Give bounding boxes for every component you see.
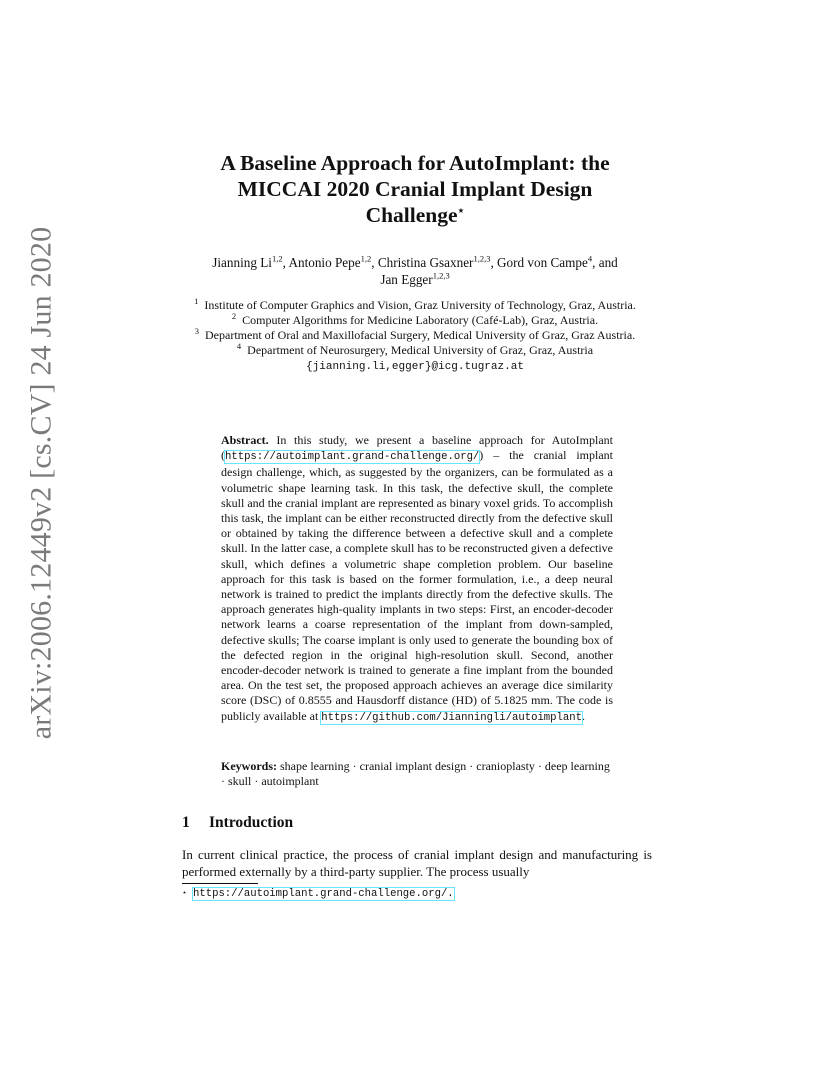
abstract-text-1: In this study, we present a baseline approach for AutoImplant ( <box>221 433 613 463</box>
section-heading-introduction <box>182 814 293 832</box>
abstract <box>221 433 613 726</box>
title-line-3 <box>160 202 670 228</box>
abstract-text-3: . <box>581 708 585 723</box>
affiliation-text: Department of Oral and Maxillofacial Surgery, Medical University of Graz, Graz Austria. <box>205 328 636 342</box>
author-affil-sup: 1,2,3 <box>473 253 491 264</box>
author-email: {jianning.li,egger}@icg.tugraz.at <box>306 361 524 373</box>
author-affil-sup: 1,2 <box>271 253 283 264</box>
affiliation-item <box>160 313 670 328</box>
footnote <box>182 886 652 901</box>
github-url-link[interactable]: https://github.com/Jianningli/autoimplant <box>321 711 582 724</box>
title-line-2: MICCAI 2020 Cranial Implant Design <box>237 177 593 201</box>
author-and: and <box>598 255 618 270</box>
author-line-2 <box>160 271 670 288</box>
author-affil-sup: 1,2 <box>360 253 372 264</box>
abstract-text-2: ) – the cranial implant design challenge, which, as suggested by the organizers, can be formulated as a volumetric shape learning task. In this task, the defective skull, the complete skull and the cranial implant are represented as binary voxel grids. To accomplish this task, the implant can be either reconstructed directly from the defective skull or obtained by taking the difference between a defective skull and a complete skull. In the latter case, a complete skull has to be reconstructed given a defective skull, which defines a volumetric shape completion problem. Our baseline approach for this task is based on the former formulation, i.e., a deep neural network is trained to predict the implants directly from the defective skulls. The approach generates high-quality implants in two steps: First, an encoder-decoder network learns a coarse representation of the implant from down-sampled, defective skulls; The coarse implant is only used to generate the bounding box of the defected region in the original high-resolution skull. Second, another encoder-decoder network is trained to generate a fine implant from the bounded area. On the test set, the proposed approach achieves an average dice similarity score (DSC) of 0.8555 and Hausdorff distance (HD) of 5.1825 mm. The code is publicly available at <box>221 448 613 723</box>
affiliation-number: 4 <box>236 341 242 351</box>
author-list <box>160 254 670 288</box>
author-name: Christina Gsaxner <box>377 255 474 270</box>
author-name: Jianning Li <box>212 255 272 270</box>
challenge-url-link[interactable]: https://autoimplant.grand-challenge.org/ <box>225 451 480 464</box>
author-affil-sup: 1,2,3 <box>432 270 450 281</box>
abstract-label: Abstract. <box>221 433 269 447</box>
keywords-text: shape learning · cranial implant design · cranioplasty · deep learning · skull · autoimplant <box>221 759 610 789</box>
footnote-mark: ⋆ <box>182 888 188 897</box>
section-title: Introduction <box>209 814 294 831</box>
keywords-label: Keywords: <box>221 759 277 773</box>
affiliation-number: 2 <box>231 311 237 321</box>
arxiv-identifier-text: arXiv:2006.12449v2 [cs.CV] 24 Jun 2020 <box>24 226 57 740</box>
affiliation-text: Institute of Computer Graphics and Vision, Graz University of Technology, Graz, Austria. <box>204 298 636 312</box>
author-line-1: Jianning Li$^{1,2}$, Antonio Pepe$^{1,2}$, Christina Gsaxner$^{1,2,3}$, Gord von Campe$^4$, and <box>212 253 618 270</box>
affiliation-text: Department of Neurosurgery, Medical University of Graz, Graz, Austria <box>247 343 594 357</box>
affiliation-number: 3 <box>194 326 200 336</box>
title-line-1: A Baseline Approach for AutoImplant: the <box>220 151 610 175</box>
affiliation-number: 1 <box>194 296 199 306</box>
affiliation-item <box>160 343 670 358</box>
author-name: Jan Egger <box>380 272 433 287</box>
affiliations <box>160 298 670 375</box>
author-name: Antonio Pepe <box>288 255 361 270</box>
affiliation-item <box>160 298 670 313</box>
footnote-rule <box>182 883 258 884</box>
footnote-url-link[interactable]: https://autoimplant.grand-challenge.org/. <box>193 888 454 900</box>
paper-title <box>160 150 670 228</box>
title-footnote-mark: ⋆ <box>457 204 465 217</box>
affiliation-text: Computer Algorithms for Medicine Laboratory (Café-Lab), Graz, Austria. <box>242 313 599 327</box>
keywords <box>221 759 613 789</box>
email-line <box>160 358 670 375</box>
author-affil-sup: 4 <box>587 253 593 264</box>
title-line-3-text: Challenge <box>365 203 458 227</box>
section-number: 1 <box>182 814 190 831</box>
author-name: Gord von Campe <box>497 255 588 270</box>
arxiv-identifier-stamp <box>17 226 65 740</box>
introduction-paragraph: In current clinical practice, the process of cranial implant design and manufacturing is performed externally by a third-party supplier. The process usually <box>182 847 652 879</box>
